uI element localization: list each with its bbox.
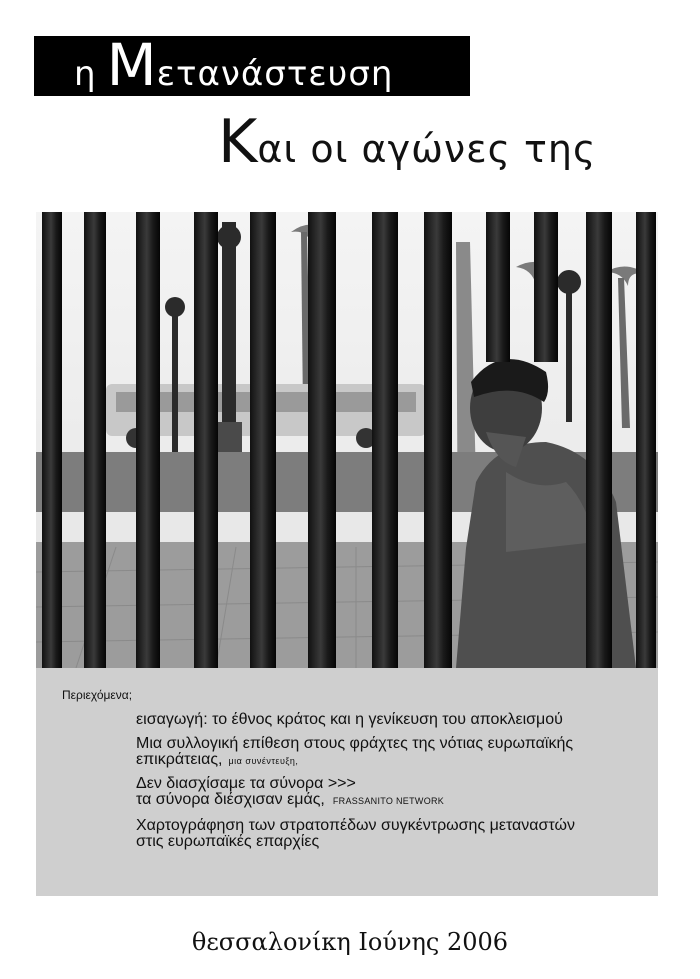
- title-initial-big: Μ: [106, 31, 157, 99]
- contents-item-note: μια συνέντευξη,: [228, 756, 299, 766]
- contents-item-text-2: τα σύνορα διέσχισαν εμάς,: [136, 791, 325, 808]
- subtitle-initial: Κ: [218, 107, 258, 177]
- cover-photo-illustration: [36, 212, 658, 668]
- title-initial-small: η: [74, 54, 97, 94]
- contents-item-text: Μια συλλογική επίθεση στους φράχτες της νότιας ευρωπαϊκής: [136, 735, 574, 752]
- contents-heading: Περιεχόμενα;: [62, 688, 133, 702]
- contents-item-text-2: επικράτειας,: [136, 751, 223, 768]
- contents-item-note: FRASSANITO NETWORK: [332, 796, 445, 806]
- contents-item-text: Δεν διασχίσαμε τα σύνορα >>>: [136, 775, 356, 792]
- contents-item-text: Χαρτογράφηση των στρατοπέδων συγκέντρωσης μεταναστών: [136, 817, 575, 834]
- contents-item-text-2: στις ευρωπαϊκές επαρχίες: [136, 833, 320, 850]
- contents-item-4: [136, 818, 575, 850]
- contents-item-text: εισαγωγή: το έθνος κράτος και η γενίκευση του αποκλεισμού: [136, 711, 563, 728]
- contents-item-3: [136, 776, 444, 809]
- title-text: [74, 31, 394, 99]
- cover-photo: [36, 212, 658, 668]
- contents-item-1: [136, 712, 563, 728]
- contents-box: [36, 668, 658, 896]
- subtitle: [218, 107, 597, 177]
- footer-place-date: θεσσαλονίκη Ιούνης 2006: [191, 928, 509, 956]
- contents-item-2: [136, 736, 573, 769]
- title-rest: ετανάστευση: [156, 54, 394, 94]
- title-banner: [34, 31, 470, 99]
- subtitle-rest: αι οι αγώνες της: [257, 127, 597, 171]
